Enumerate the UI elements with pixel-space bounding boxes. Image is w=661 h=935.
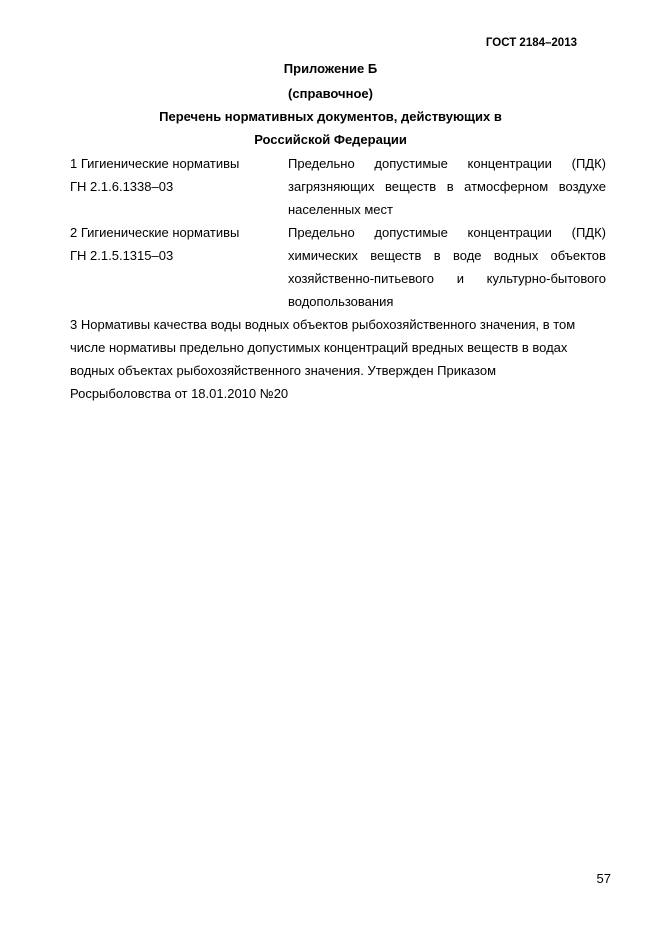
description-word: химических xyxy=(288,248,358,263)
entry-2-description-line-3 xyxy=(288,267,606,290)
appendix-heading-line-1: Перечень нормативных документов, действующих в xyxy=(159,109,502,124)
description-word: Предельно xyxy=(288,156,355,171)
description-word: концентрации xyxy=(467,225,552,240)
entry-3-line-2: числе нормативы предельно допустимых концентраций вредных веществ в водах xyxy=(70,340,568,355)
page-number: 57 xyxy=(596,871,611,886)
entry-3-line-4: Росрыболовства от 18.01.2010 №20 xyxy=(70,386,289,401)
description-word: водных xyxy=(493,248,539,263)
entry-2-description-line-4: водопользования xyxy=(288,294,394,309)
description-word: веществ xyxy=(385,179,437,194)
description-word: концентрации xyxy=(467,156,552,171)
description-word: в xyxy=(433,248,441,263)
entry-2-reference-line-1: 2 Гигиенические нормативы xyxy=(70,225,240,240)
description-word: воздухе xyxy=(558,179,606,194)
document-code: ГОСТ 2184–2013 xyxy=(485,37,577,49)
entry-3-line-3: водных объектах рыбохозяйственного значения. Утвержден Приказом xyxy=(70,363,497,378)
entry-1-reference xyxy=(70,152,280,198)
normative-entry-3 xyxy=(70,313,610,405)
appendix-subtitle: (справочное) xyxy=(288,86,373,101)
normative-entry-1 xyxy=(70,152,606,222)
entry-2-description xyxy=(288,221,606,313)
description-word: культурно-бытового xyxy=(486,271,606,286)
entry-1-description-line-3: населенных мест xyxy=(288,202,393,217)
entry-2-reference-line-2: ГН 2.1.5.1315–03 xyxy=(70,248,174,263)
entry-2-description-line-1 xyxy=(288,221,606,244)
appendix-title: Приложение Б xyxy=(283,61,378,76)
description-word: (ПДК) xyxy=(571,156,606,171)
description-word: и xyxy=(456,271,464,286)
description-word: веществ xyxy=(370,248,422,263)
entry-1-description-line-1 xyxy=(288,152,606,175)
description-word: (ПДК) xyxy=(571,225,606,240)
description-word: хозяйственно-питьевого xyxy=(288,271,434,286)
entry-1-description-line-2 xyxy=(288,175,606,198)
entry-2-description-line-2 xyxy=(288,244,606,267)
description-word: допустимые xyxy=(374,156,448,171)
description-word: воде xyxy=(453,248,482,263)
entry-1-reference-line-2: ГН 2.1.6.1338–03 xyxy=(70,179,174,194)
description-word: объектов xyxy=(550,248,606,263)
entry-1-reference-line-1: 1 Гигиенические нормативы xyxy=(70,156,240,171)
description-word: атмосферном xyxy=(464,179,549,194)
description-word: допустимые xyxy=(374,225,448,240)
description-word: Предельно xyxy=(288,225,355,240)
normative-entry-2 xyxy=(70,221,606,313)
description-word: загрязняющих xyxy=(288,179,375,194)
entry-3-line-1: 3 Нормативы качества воды водных объектов рыбохозяйственного значения, в том xyxy=(70,317,576,332)
entry-1-description xyxy=(288,152,606,221)
description-word: в xyxy=(446,179,454,194)
entry-2-reference xyxy=(70,221,280,267)
appendix-heading-line-2: Российской Федерации xyxy=(254,132,407,147)
